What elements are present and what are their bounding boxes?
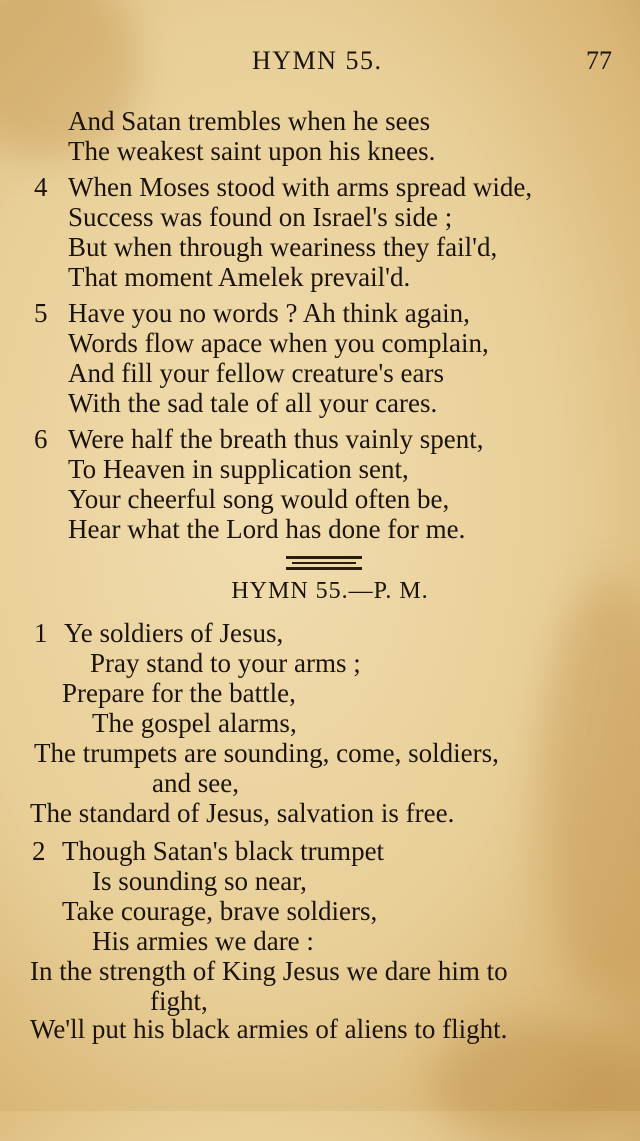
running-title: HYMN 55. [252,46,383,75]
verse-line: Ye soldiers of Jesus, [64,618,284,648]
verse-line: Pray stand to your arms ; [90,648,361,678]
verse-number: 5 [34,298,48,328]
verse-line: Have you no words ? Ah think again, [68,298,470,328]
paper-stain [540,580,640,1000]
verse-line: We'll put his black armies of aliens to flight. [30,1014,508,1044]
verse-line: In the strength of King Jesus we dare him to [30,956,508,986]
verse-line: That moment Amelek prevail'd. [68,262,411,292]
verse-line: Is sounding so near, [92,866,307,896]
section-divider [286,556,362,573]
verse-line: Take courage, brave soldiers, [62,896,378,926]
verse-number: 2 [32,836,46,866]
verse-number: 6 [34,424,48,454]
verse-line: But when through weariness they fail'd, [68,232,498,262]
verse-line: fight, [150,986,208,1016]
verse-line: The trumpets are sounding, come, soldiers, [34,738,499,768]
verse-line: His armies we dare : [92,926,314,956]
verse-line: When Moses stood with arms spread wide, [68,172,533,202]
verse-line: Hear what the Lord has done for me. [68,514,466,544]
verse-line: Prepare for the battle, [62,678,296,708]
verse-line: Were half the breath thus vainly spent, [68,424,484,454]
verse-line: And Satan trembles when he sees [68,106,431,136]
hymn-title: HYMN 55.—P. M. [231,578,429,604]
verse-number: 1 [34,618,48,648]
verse-line: and see, [152,768,239,798]
verse-line: And fill your fellow creature's ears [68,358,444,388]
verse-line: With the sad tale of all your cares. [68,388,438,418]
verse-line: The standard of Jesus, salvation is free. [30,798,455,828]
page-header [0,46,640,86]
verse-line: The gospel alarms, [92,708,297,738]
verse-line: Though Satan's black trumpet [62,836,385,866]
page-number: 77 [586,46,612,75]
verse-line: Words flow apace when you complain, [68,328,489,358]
verse-line: The weakest saint upon his knees. [68,136,436,166]
verse-number: 4 [34,172,48,202]
verse-line: Success was found on Israel's side ; [68,202,453,232]
verse-line: Your cheerful song would often be, [68,484,450,514]
verse-line: To Heaven in supplication sent, [68,454,409,484]
